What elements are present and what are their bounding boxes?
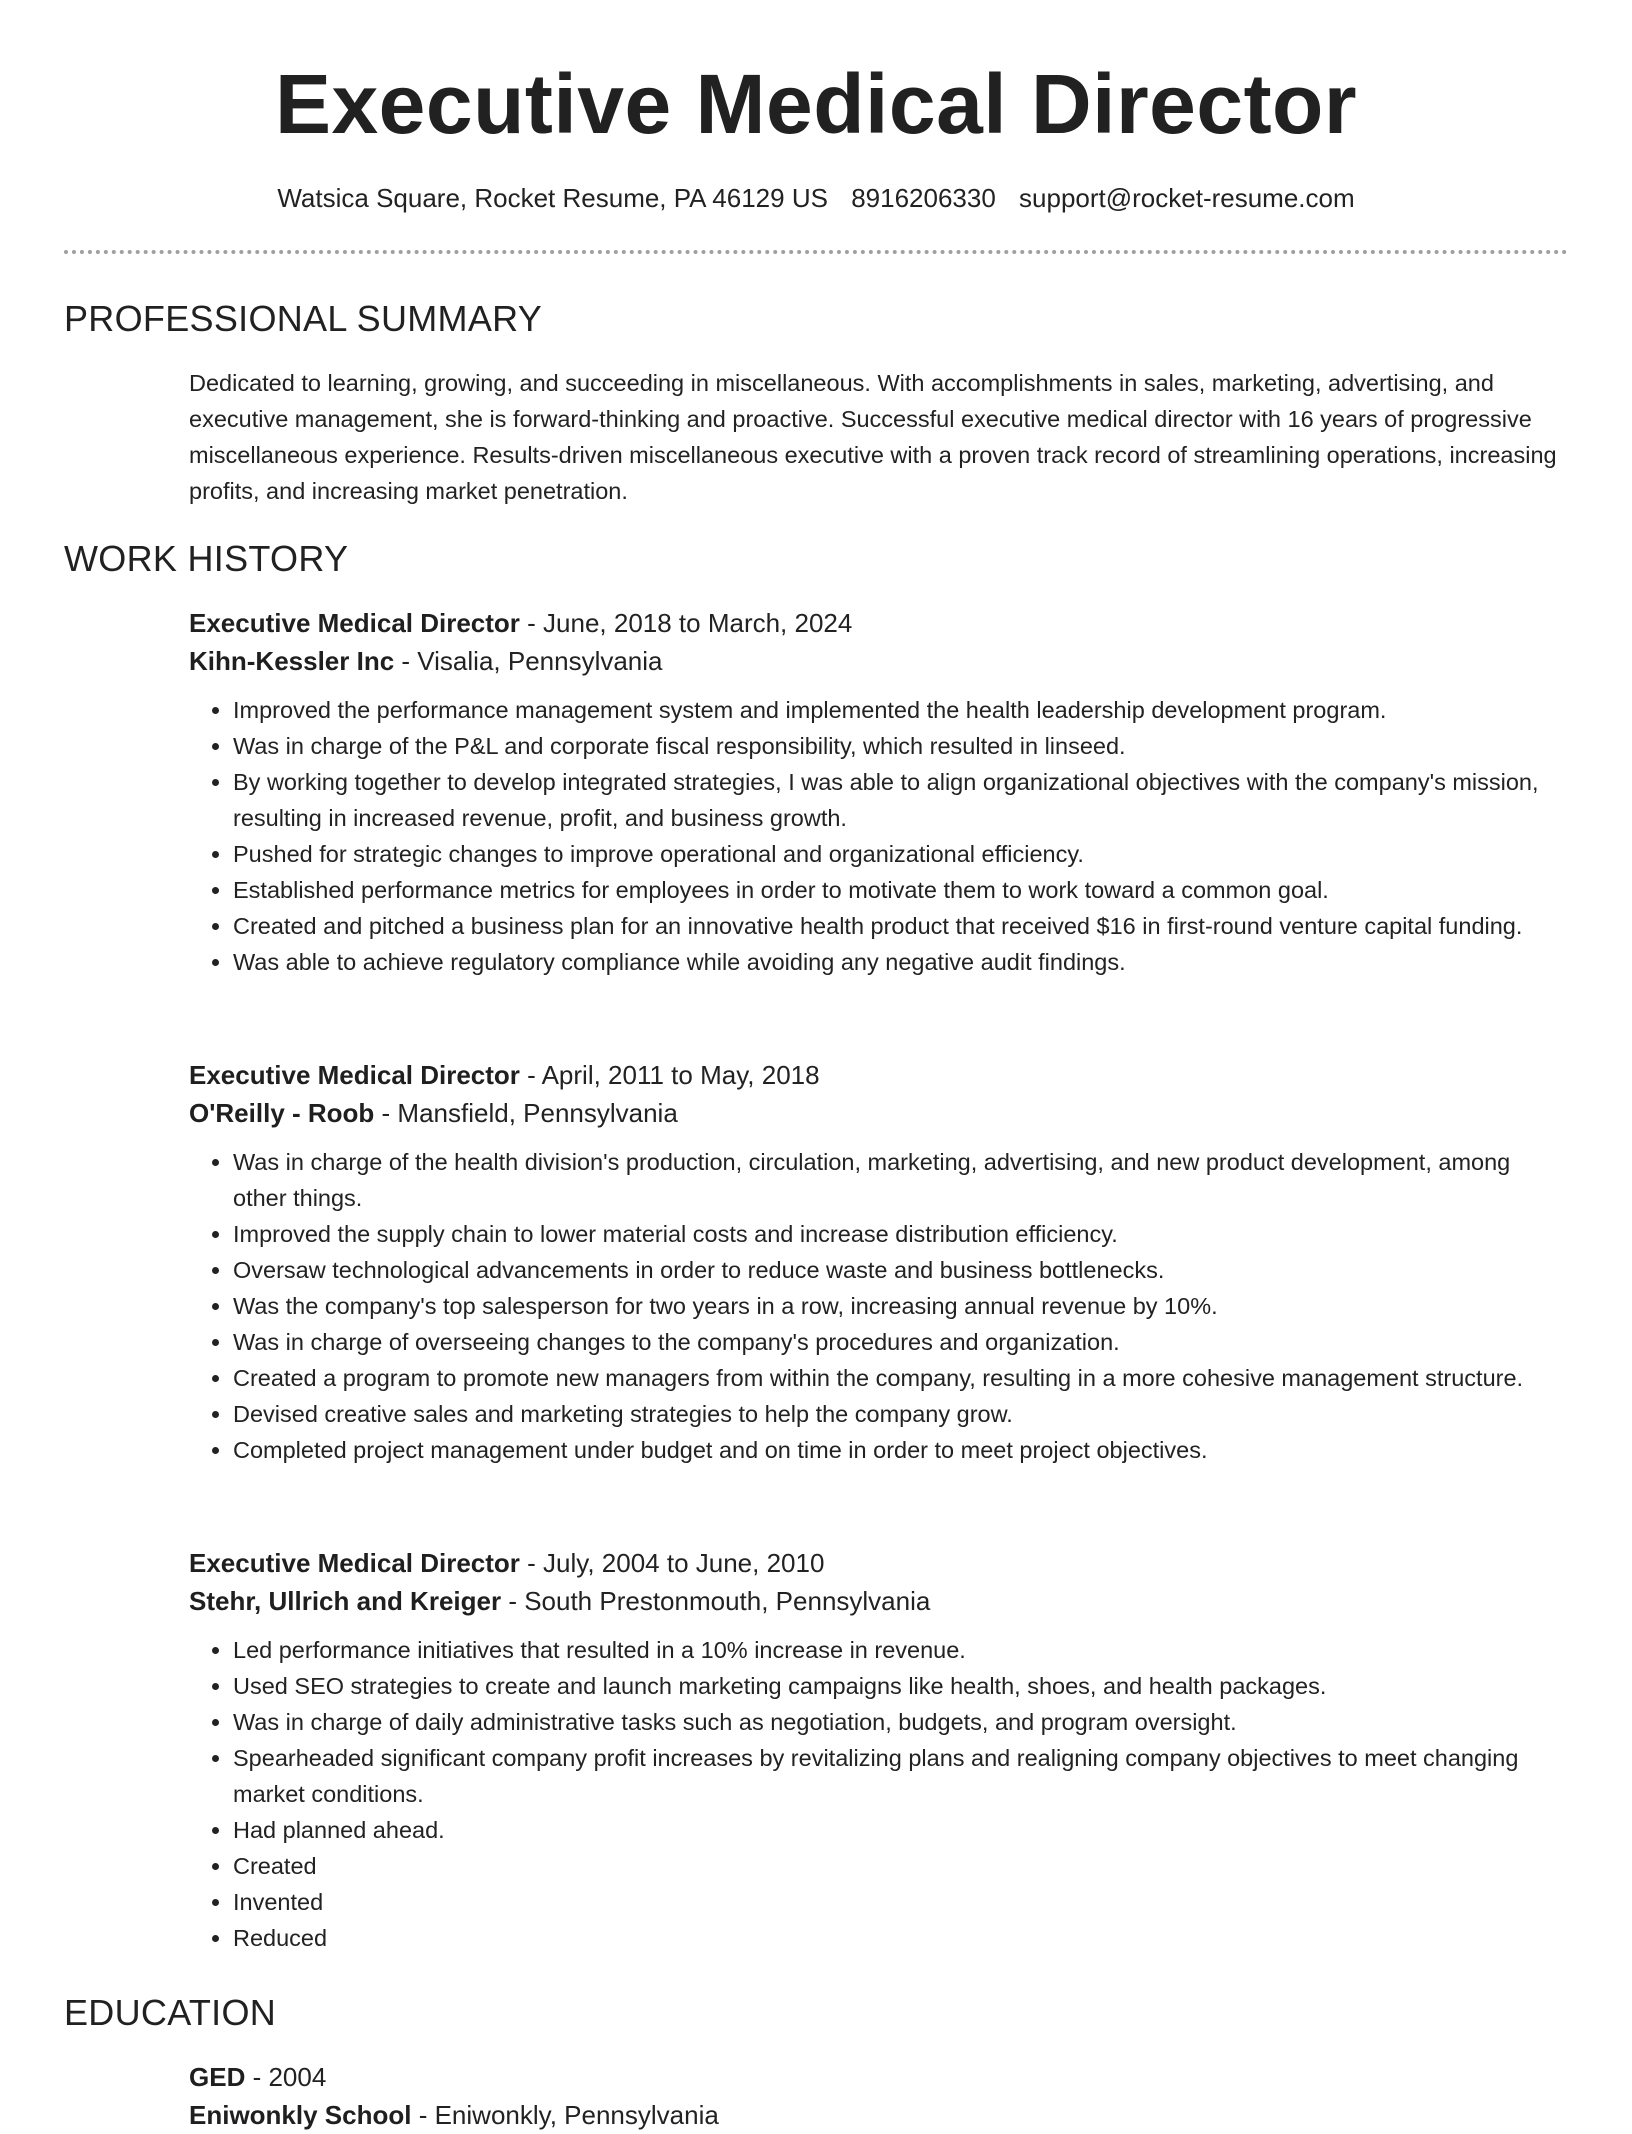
contact-line — [0, 180, 1632, 216]
education-location: - Eniwonkly, Pennsylvania — [411, 2100, 719, 2130]
education-degree: GED — [189, 2062, 246, 2092]
job-title-line — [189, 1056, 1569, 1094]
contact-phone: 8916206330 — [851, 183, 996, 213]
list-item: • Led performance initiatives that resulted in a 10% increase in revenue. — [233, 1632, 1569, 1668]
job-company: O'Reilly - Roob — [189, 1098, 375, 1128]
job-bullets — [189, 1144, 1569, 1468]
list-item: • Improved the performance management system and implemented the health leadership development program. — [233, 692, 1569, 728]
list-item: • Pushed for strategic changes to improve operational and organizational efficiency. — [233, 836, 1569, 872]
job-location: - South Prestonmouth, Pennsylvania — [501, 1586, 931, 1616]
education-entry — [189, 2058, 1569, 2134]
list-item: • Was in charge of overseeing changes to the company's procedures and organization. — [233, 1324, 1569, 1360]
list-item: • Reduced — [233, 1920, 1569, 1956]
list-item: • Spearheaded significant company profit increases by revitalizing plans and realigning company objectives to meet changing market conditions. — [233, 1740, 1569, 1812]
list-item: • Was in charge of the health division's production, circulation, marketing, advertising, and new product development, among other things. — [233, 1144, 1569, 1216]
work-history-heading: WORK HISTORY — [64, 538, 349, 579]
job-dates: - July, 2004 to June, 2010 — [519, 1548, 825, 1578]
job-company-line — [189, 1582, 1569, 1620]
job-entry — [189, 604, 1569, 980]
list-item: • Oversaw technological advancements in order to reduce waste and business bottlenecks. — [233, 1252, 1569, 1288]
job-entry — [189, 1544, 1569, 1956]
job-title-line — [189, 1544, 1569, 1582]
job-location: - Visalia, Pennsylvania — [394, 646, 663, 676]
contact-email: support@rocket-resume.com — [1019, 183, 1355, 213]
list-item: • Had planned ahead. — [233, 1812, 1569, 1848]
header-divider — [64, 250, 1568, 254]
job-title: Executive Medical Director — [189, 608, 520, 638]
resume-title: Executive Medical Director — [274, 57, 1358, 151]
job-company: Stehr, Ullrich and Kreiger — [189, 1586, 502, 1616]
list-item: • Invented — [233, 1884, 1569, 1920]
job-title: Executive Medical Director — [189, 1548, 520, 1578]
list-item: • Created a program to promote new managers from within the company, resulting in a more cohesive management structure. — [233, 1360, 1569, 1396]
education-heading: EDUCATION — [64, 1992, 277, 2033]
summary-heading: PROFESSIONAL SUMMARY — [64, 298, 543, 339]
job-bullets — [189, 692, 1569, 980]
list-item: • Used SEO strategies to create and launch marketing campaigns like health, shoes, and health packages. — [233, 1668, 1569, 1704]
list-item: • Was able to achieve regulatory compliance while avoiding any negative audit findings. — [233, 944, 1569, 980]
contact-address: Watsica Square, Rocket Resume, PA 46129 US — [277, 183, 828, 213]
list-item: • Was in charge of the P&L and corporate fiscal responsibility, which resulted in linseed. — [233, 728, 1569, 764]
list-item: • Was in charge of daily administrative tasks such as negotiation, budgets, and program oversight. — [233, 1704, 1569, 1740]
list-item: • By working together to develop integrated strategies, I was able to align organizational objectives with the company's mission, resulting in increased revenue, profit, and business growth. — [233, 764, 1569, 836]
list-item: • Completed project management under budget and on time in order to meet project objectives. — [233, 1432, 1569, 1468]
list-item: • Created — [233, 1848, 1569, 1884]
list-item: • Was the company's top salesperson for two years in a row, increasing annual revenue by 10%. — [233, 1288, 1569, 1324]
list-item: • Created and pitched a business plan for an innovative health product that received $16 in first-round venture capital funding. — [233, 908, 1569, 944]
list-item: • Improved the supply chain to lower material costs and increase distribution efficiency. — [233, 1216, 1569, 1252]
job-company: Kihn-Kessler Inc — [189, 646, 395, 676]
summary-text: Dedicated to learning, growing, and succeeding in miscellaneous. With accomplishments in sales, marketing, advertising, and executive management, she is forward-thinking and proactive. Successful executive medical director with 16 years of progressive miscellaneous experience. Results-driven miscellaneous executive with a proven track record of streamlining operations, increasing profits, and increasing market penetration. — [189, 370, 1557, 504]
job-dates: - April, 2011 to May, 2018 — [519, 1060, 820, 1090]
education-school-line — [189, 2096, 1569, 2134]
job-bullets — [189, 1632, 1569, 1956]
education-school: Eniwonkly School — [189, 2100, 412, 2130]
job-company-line — [189, 642, 1569, 680]
list-item: • Established performance metrics for employees in order to motivate them to work toward a common goal. — [233, 872, 1569, 908]
job-company-line — [189, 1094, 1569, 1132]
education-year: - 2004 — [245, 2062, 327, 2092]
job-location: - Mansfield, Pennsylvania — [374, 1098, 678, 1128]
list-item: • Devised creative sales and marketing strategies to help the company grow. — [233, 1396, 1569, 1432]
job-dates: - June, 2018 to March, 2024 — [519, 608, 853, 638]
job-title: Executive Medical Director — [189, 1060, 520, 1090]
job-entry — [189, 1056, 1569, 1468]
job-title-line — [189, 604, 1569, 642]
education-degree-line — [189, 2058, 1569, 2096]
